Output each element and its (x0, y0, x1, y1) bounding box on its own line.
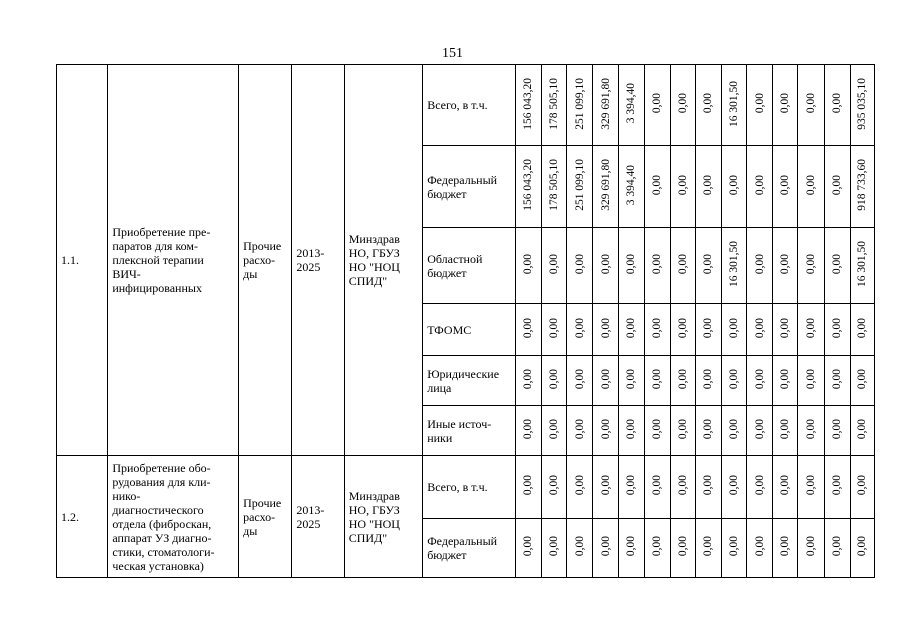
amount-cell (798, 146, 824, 228)
amount-cell (567, 519, 593, 578)
amount-value: 0,00 (779, 368, 792, 390)
amount-cell (747, 65, 773, 146)
amount-value: 0,00 (753, 536, 766, 557)
amount-value: 251 099,10 (573, 159, 586, 211)
amount-value: 0,00 (804, 174, 817, 196)
item-number-cell (57, 65, 108, 456)
funding-source-cell (423, 228, 516, 304)
amount-cell (824, 228, 850, 304)
amount-cell (850, 304, 874, 356)
amount-value: 0,00 (625, 317, 638, 339)
amount-cell (695, 304, 721, 356)
amount-value: 0,00 (547, 418, 560, 440)
amount-cell (670, 406, 695, 456)
amount-cell (593, 406, 619, 456)
amount-value: 0,00 (599, 368, 612, 390)
amount-value: 0,00 (779, 174, 792, 196)
amount-value: 0,00 (804, 368, 817, 390)
amount-cell (593, 356, 619, 406)
amount-value: 0,00 (676, 536, 689, 557)
amount-value: 0,00 (728, 368, 741, 390)
amount-cell (695, 228, 721, 304)
amount-cell (773, 65, 798, 146)
funding-source-label: Федеральный бюджет (427, 172, 498, 201)
period-text: 2013- 2025 (296, 502, 325, 531)
amount-cell (567, 356, 593, 406)
amount-value: 0,00 (651, 536, 664, 557)
item-number-text: 1.2. (61, 509, 79, 524)
amount-cell (567, 406, 593, 456)
amount-cell (670, 456, 695, 519)
amount-value: 178 505,10 (547, 77, 560, 130)
amount-cell (850, 65, 874, 146)
amount-value: 0,00 (573, 475, 586, 496)
amount-cell (824, 65, 850, 146)
item-name-text: Приобретение пре- паратов для ком- плексной терапии ВИЧ- инфицированных (112, 225, 211, 295)
amount-value: 0,00 (651, 475, 664, 496)
amount-value: 0,00 (779, 418, 792, 440)
amount-cell (593, 65, 619, 146)
amount-cell (747, 146, 773, 228)
amount-cell (670, 519, 695, 578)
amount-cell (824, 304, 850, 356)
amount-cell (721, 304, 746, 356)
amount-cell (593, 228, 619, 304)
item-number-text: 1.1. (61, 253, 79, 267)
amount-cell (850, 146, 874, 228)
amount-value: 156 043,20 (522, 159, 535, 211)
amount-cell (798, 228, 824, 304)
amount-value: 251 099,10 (573, 77, 586, 130)
amount-value: 0,00 (728, 418, 741, 440)
amount-value: 0,00 (728, 536, 741, 557)
amount-cell (721, 65, 746, 146)
amount-cell (824, 456, 850, 519)
amount-value: 0,00 (804, 475, 817, 496)
amount-value: 0,00 (522, 536, 535, 557)
table-row (57, 65, 875, 146)
amount-value: 0,00 (547, 317, 560, 339)
amount-cell (619, 304, 644, 356)
amount-cell (798, 406, 824, 456)
amount-cell (644, 228, 670, 304)
amount-value: 0,00 (702, 475, 715, 496)
amount-value: 0,00 (831, 93, 844, 114)
amount-value: 0,00 (728, 317, 741, 339)
expense-type-text: Прочие расхо- ды (243, 239, 282, 281)
item-name-cell (108, 65, 239, 456)
amount-cell (747, 519, 773, 578)
funding-source-label: ТФОМС (427, 322, 472, 337)
amount-value: 0,00 (804, 536, 817, 557)
executor-text: Минздрав НО, ГБУЗ НО "НОЦ СПИД" (348, 232, 400, 288)
amount-cell (567, 228, 593, 304)
amount-value: 0,00 (779, 317, 792, 339)
amount-value: 0,00 (779, 536, 792, 557)
amount-value: 0,00 (573, 317, 586, 339)
amount-cell (670, 356, 695, 406)
amount-value: 0,00 (522, 475, 535, 496)
amount-value: 0,00 (676, 368, 689, 390)
funding-source-cell (423, 356, 516, 406)
item-name-text: Приобретение обо- рудования для кли- нико- диагностического отдела (фиброскан, аппарат УЗ диагно- стики, стоматологи- ческая установка) (112, 460, 215, 573)
item-number-cell (57, 456, 108, 578)
page-number: 151 (442, 46, 463, 61)
amount-cell (593, 146, 619, 228)
executor-text: Минздрав НО, ГБУЗ НО "НОЦ СПИД" (348, 488, 400, 545)
amount-value: 0,00 (831, 475, 844, 496)
amount-value: 0,00 (856, 317, 869, 339)
amount-cell (541, 406, 566, 456)
amount-cell (515, 228, 541, 304)
amount-cell (773, 456, 798, 519)
amount-value: 3 394,40 (625, 164, 638, 206)
amount-cell (695, 146, 721, 228)
amount-value: 0,00 (856, 475, 869, 496)
amount-cell (824, 146, 850, 228)
amount-value: 0,00 (753, 317, 766, 339)
amount-cell (619, 146, 644, 228)
amount-cell (541, 456, 566, 519)
executor-cell (344, 456, 422, 578)
amount-cell (695, 356, 721, 406)
amount-cell (798, 65, 824, 146)
amount-cell (747, 406, 773, 456)
amount-cell (593, 519, 619, 578)
amount-value: 0,00 (702, 317, 715, 339)
executor-cell (344, 65, 422, 456)
amount-value: 0,00 (779, 475, 792, 496)
amount-cell (644, 519, 670, 578)
amount-value: 0,00 (804, 418, 817, 440)
amount-value: 0,00 (599, 475, 612, 496)
amount-value: 0,00 (702, 368, 715, 390)
amount-value: 0,00 (676, 418, 689, 440)
amount-value: 16 301,50 (856, 241, 869, 287)
funding-source-cell (423, 406, 516, 456)
funding-source-cell (423, 65, 516, 146)
amount-cell (798, 304, 824, 356)
amount-cell (773, 228, 798, 304)
amount-cell (541, 65, 566, 146)
funding-source-cell (423, 146, 516, 228)
amount-cell (721, 146, 746, 228)
amount-cell (670, 228, 695, 304)
amount-value: 0,00 (702, 174, 715, 196)
amount-value: 0,00 (573, 536, 586, 557)
funding-source-label: Всего, в т.ч. (427, 98, 488, 112)
amount-value: 0,00 (856, 418, 869, 440)
amount-cell (593, 456, 619, 519)
amount-value: 0,00 (753, 475, 766, 496)
item-name-cell (108, 456, 239, 578)
amount-cell (850, 356, 874, 406)
amount-cell (515, 304, 541, 356)
amount-value: 0,00 (702, 536, 715, 557)
amount-cell (773, 356, 798, 406)
amount-cell (593, 304, 619, 356)
table-row (57, 456, 875, 519)
amount-value: 0,00 (702, 253, 715, 275)
funding-source-cell (423, 519, 516, 578)
amount-cell (515, 406, 541, 456)
amount-cell (747, 304, 773, 356)
amount-value: 0,00 (753, 253, 766, 275)
amount-value: 0,00 (702, 93, 715, 114)
funding-source-label: Всего, в т.ч. (427, 480, 488, 494)
amount-value: 0,00 (804, 93, 817, 114)
amount-cell (747, 228, 773, 304)
amount-cell (747, 456, 773, 519)
amount-value: 0,00 (625, 536, 638, 557)
amount-value: 3 394,40 (625, 83, 638, 124)
amount-cell (515, 356, 541, 406)
amount-value: 329 691,80 (599, 77, 612, 130)
funding-source-label: Федеральный бюджет (427, 534, 498, 562)
amount-cell (541, 146, 566, 228)
amount-value: 0,00 (625, 418, 638, 440)
amount-value: 0,00 (522, 368, 535, 390)
amount-value: 0,00 (625, 253, 638, 275)
amount-value: 0,00 (804, 253, 817, 275)
amount-cell (850, 228, 874, 304)
amount-cell (541, 356, 566, 406)
amount-cell (644, 456, 670, 519)
amount-cell (670, 146, 695, 228)
amount-value: 0,00 (599, 536, 612, 557)
amount-cell (747, 356, 773, 406)
amount-cell (644, 406, 670, 456)
amount-cell (721, 228, 746, 304)
amount-value: 0,00 (779, 253, 792, 275)
expense-type-cell (239, 456, 292, 578)
amount-value: 0,00 (547, 536, 560, 557)
amount-value: 0,00 (651, 93, 664, 114)
amount-value: 0,00 (599, 317, 612, 339)
amount-cell (721, 519, 746, 578)
amount-cell (619, 456, 644, 519)
amount-value: 0,00 (676, 93, 689, 114)
funding-source-cell (423, 304, 516, 356)
amount-value: 0,00 (728, 174, 741, 196)
amount-cell (773, 406, 798, 456)
amount-value: 0,00 (856, 368, 869, 390)
amount-cell (695, 406, 721, 456)
amount-cell (695, 456, 721, 519)
amount-cell (644, 356, 670, 406)
amount-value: 0,00 (651, 317, 664, 339)
amount-value: 0,00 (676, 475, 689, 496)
funding-source-cell (423, 456, 516, 519)
amount-cell (773, 519, 798, 578)
amount-cell (824, 519, 850, 578)
amount-value: 0,00 (753, 368, 766, 390)
amount-value: 0,00 (573, 368, 586, 390)
amount-value: 0,00 (856, 536, 869, 557)
amount-cell (798, 356, 824, 406)
amount-value: 0,00 (651, 418, 664, 440)
amount-value: 0,00 (522, 418, 535, 440)
amount-value: 0,00 (676, 253, 689, 275)
amount-value: 0,00 (651, 174, 664, 196)
amount-value: 918 733,60 (856, 159, 869, 211)
amount-value: 0,00 (625, 475, 638, 496)
amount-cell (644, 65, 670, 146)
amount-cell (773, 304, 798, 356)
amount-value: 0,00 (547, 475, 560, 496)
amount-cell (721, 406, 746, 456)
amount-cell (850, 456, 874, 519)
amount-cell (541, 519, 566, 578)
amount-value: 0,00 (831, 368, 844, 390)
period-text: 2013- 2025 (296, 246, 325, 274)
amount-value: 16 301,50 (728, 241, 741, 287)
amount-value: 0,00 (651, 253, 664, 275)
amount-value: 0,00 (676, 174, 689, 196)
amount-cell (850, 519, 874, 578)
amount-cell (515, 65, 541, 146)
amount-value: 0,00 (522, 253, 535, 275)
amount-value: 0,00 (522, 317, 535, 339)
amount-value: 0,00 (753, 93, 766, 114)
amount-cell (515, 146, 541, 228)
amount-value: 0,00 (728, 475, 741, 496)
amount-value: 0,00 (702, 418, 715, 440)
amount-cell (695, 65, 721, 146)
funding-source-label: Областной бюджет (427, 251, 483, 280)
amount-cell (567, 146, 593, 228)
amount-cell (619, 406, 644, 456)
amount-value: 156 043,20 (522, 77, 535, 130)
amount-cell (824, 406, 850, 456)
amount-value: 0,00 (573, 418, 586, 440)
amount-cell (567, 65, 593, 146)
amount-cell (824, 356, 850, 406)
amount-value: 0,00 (804, 317, 817, 339)
amount-value: 0,00 (599, 253, 612, 275)
amount-value: 178 505,10 (547, 159, 560, 211)
amount-value: 0,00 (573, 253, 586, 275)
amount-cell (567, 304, 593, 356)
amount-value: 0,00 (625, 368, 638, 390)
amount-cell (644, 146, 670, 228)
amount-value: 0,00 (651, 368, 664, 390)
amount-cell (619, 228, 644, 304)
amount-value: 0,00 (831, 317, 844, 339)
amount-cell (670, 65, 695, 146)
amount-cell (567, 456, 593, 519)
amount-cell (798, 456, 824, 519)
amount-value: 0,00 (547, 368, 560, 390)
amount-cell (670, 304, 695, 356)
amount-value: 0,00 (779, 93, 792, 114)
expense-type-text: Прочие расхо- ды (243, 495, 282, 538)
amount-value: 0,00 (547, 253, 560, 275)
amount-cell (773, 146, 798, 228)
amount-cell (721, 456, 746, 519)
funding-source-label: Юридические лица (427, 366, 500, 395)
amount-cell (541, 228, 566, 304)
amount-value: 0,00 (753, 174, 766, 196)
amount-cell (644, 304, 670, 356)
amount-cell (619, 519, 644, 578)
amount-cell (541, 304, 566, 356)
expense-type-cell (239, 65, 292, 456)
amount-cell (721, 356, 746, 406)
amount-cell (515, 519, 541, 578)
amount-value: 0,00 (753, 418, 766, 440)
amount-value: 0,00 (831, 253, 844, 275)
amount-cell (798, 519, 824, 578)
amount-value: 935 035,10 (856, 77, 869, 130)
amount-cell (619, 356, 644, 406)
period-cell (292, 65, 344, 456)
amount-value: 0,00 (831, 418, 844, 440)
period-cell (292, 456, 344, 578)
amount-value: 0,00 (831, 174, 844, 196)
amount-cell (515, 456, 541, 519)
amount-value: 0,00 (599, 418, 612, 440)
amount-value: 16 301,50 (728, 80, 741, 127)
amount-value: 0,00 (676, 317, 689, 339)
amount-cell (850, 406, 874, 456)
amount-value: 0,00 (831, 536, 844, 557)
amount-cell (695, 519, 721, 578)
amount-value: 329 691,80 (599, 159, 612, 211)
amount-cell (619, 65, 644, 146)
budget-table (56, 64, 875, 578)
funding-source-label: Иные источ- ники (427, 416, 492, 445)
